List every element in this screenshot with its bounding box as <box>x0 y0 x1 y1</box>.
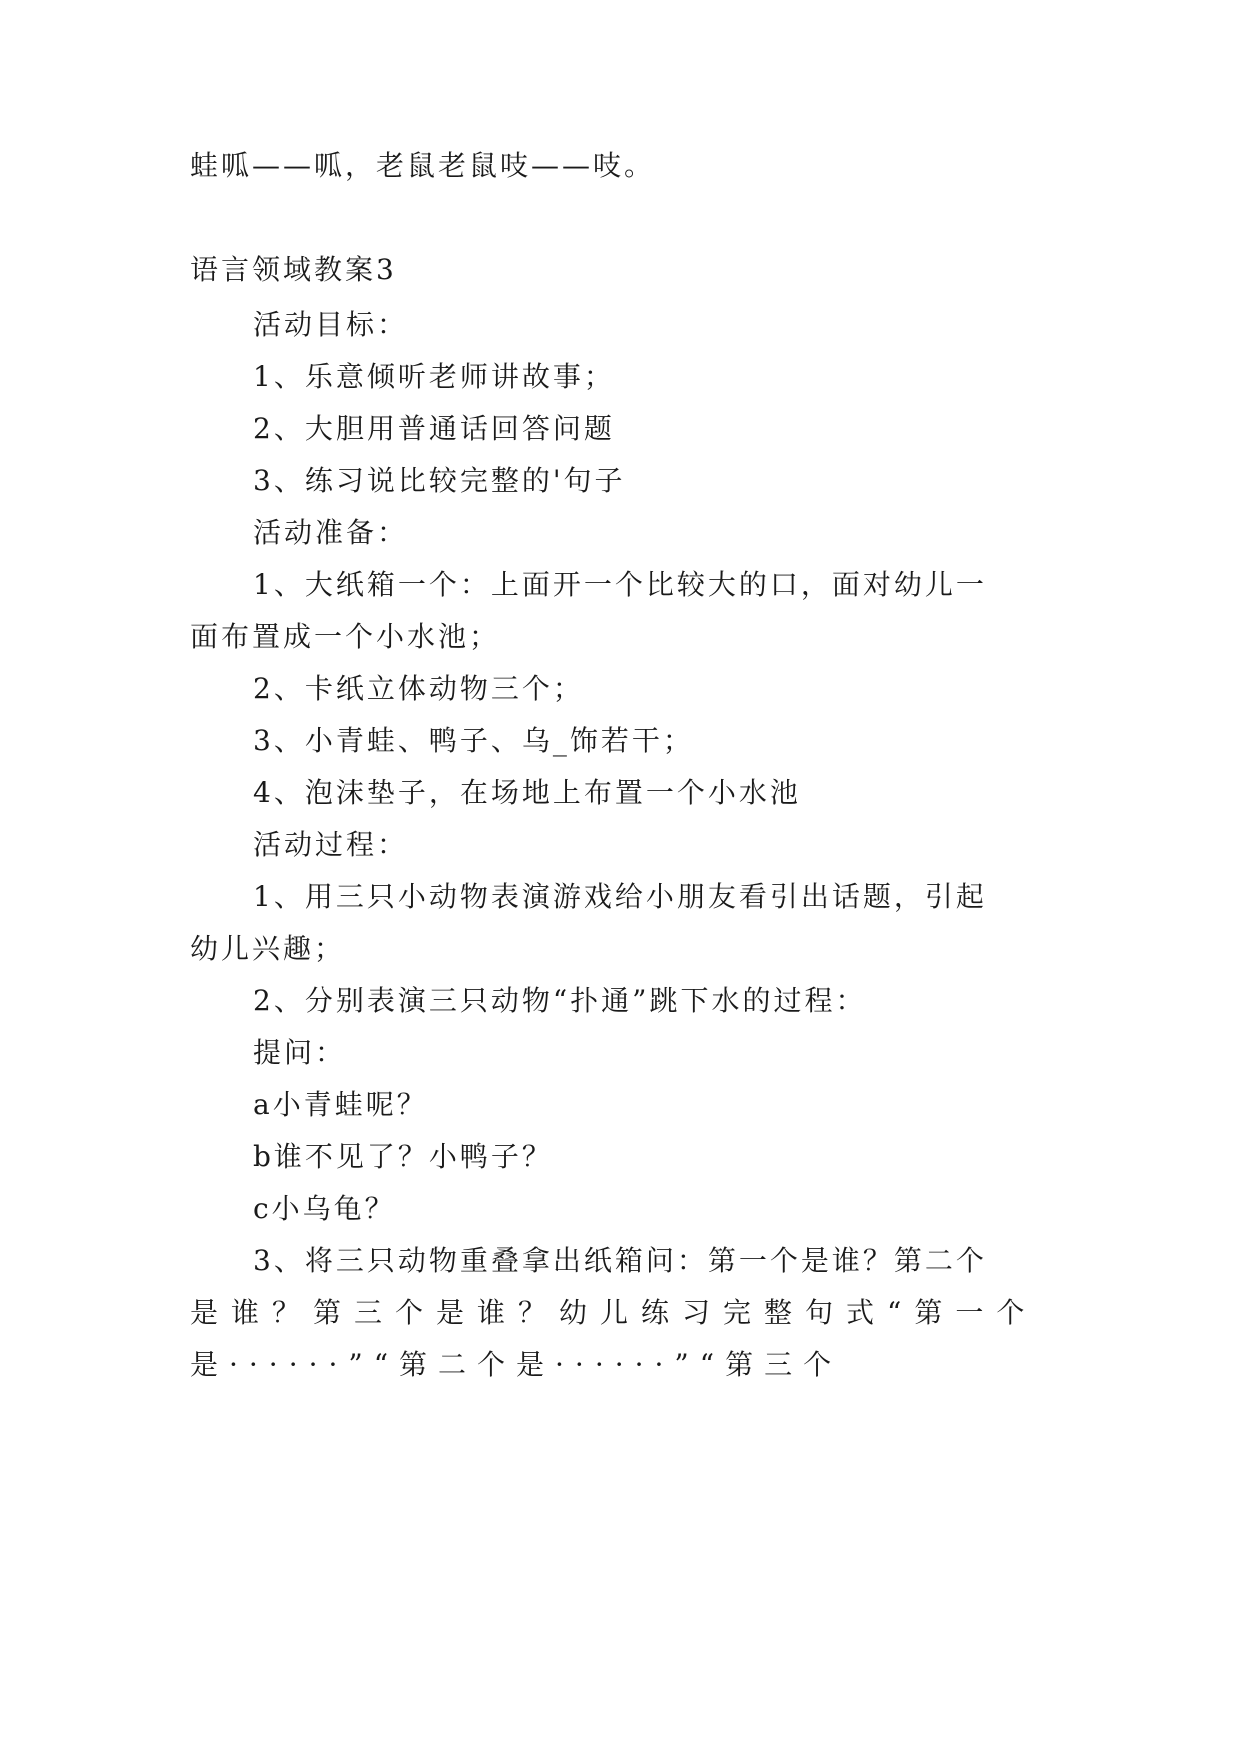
text-line: 蛙呱——呱，老鼠老鼠吱——吱。 <box>190 149 656 182</box>
text-line: 2、分别表演三只动物“扑通”跳下水的过程： <box>253 984 867 1017</box>
section-heading: 语言领域教案3 <box>190 253 397 286</box>
text-line: a小青蛙呢？ <box>253 1088 428 1121</box>
text-line: 3、练习说比较完整的'句子 <box>253 464 626 497</box>
text-line: c小乌龟？ <box>253 1192 396 1225</box>
text-line: 1、用三只小动物表演游戏给小朋友看引出话题，引起 <box>253 880 987 913</box>
text-line: 面布置成一个小水池； <box>190 620 501 653</box>
text-line: 2、大胆用普通话回答问题 <box>253 412 615 445</box>
text-line: 是谁？第三个是谁？幼儿练习完整句式“第一个 <box>190 1296 1038 1329</box>
text-line: 4、泡沫垫子，在场地上布置一个小水池 <box>253 776 801 809</box>
text-line: 幼儿兴趣； <box>190 932 346 965</box>
text-line: b谁不见了？小鸭子？ <box>253 1140 553 1173</box>
text-line: 是······”“第二个是······”“第三个 <box>190 1348 843 1381</box>
subheading-activity-preparation: 活动准备： <box>253 516 409 549</box>
text-line: 3、小青蛙、鸭子、乌_饰若干； <box>253 724 694 757</box>
subheading-activity-process: 活动过程： <box>253 828 409 861</box>
text-line: 1、乐意倾听老师讲故事； <box>253 360 615 393</box>
text-line: 1、大纸箱一个：上面开一个比较大的口，面对幼儿一 <box>253 568 987 601</box>
subheading-activity-goals: 活动目标： <box>253 308 409 341</box>
text-line: 2、卡纸立体动物三个； <box>253 672 584 705</box>
text-line: 提问： <box>253 1036 347 1069</box>
text-line: 3、将三只动物重叠拿出纸箱问：第一个是谁？第二个 <box>253 1244 987 1277</box>
